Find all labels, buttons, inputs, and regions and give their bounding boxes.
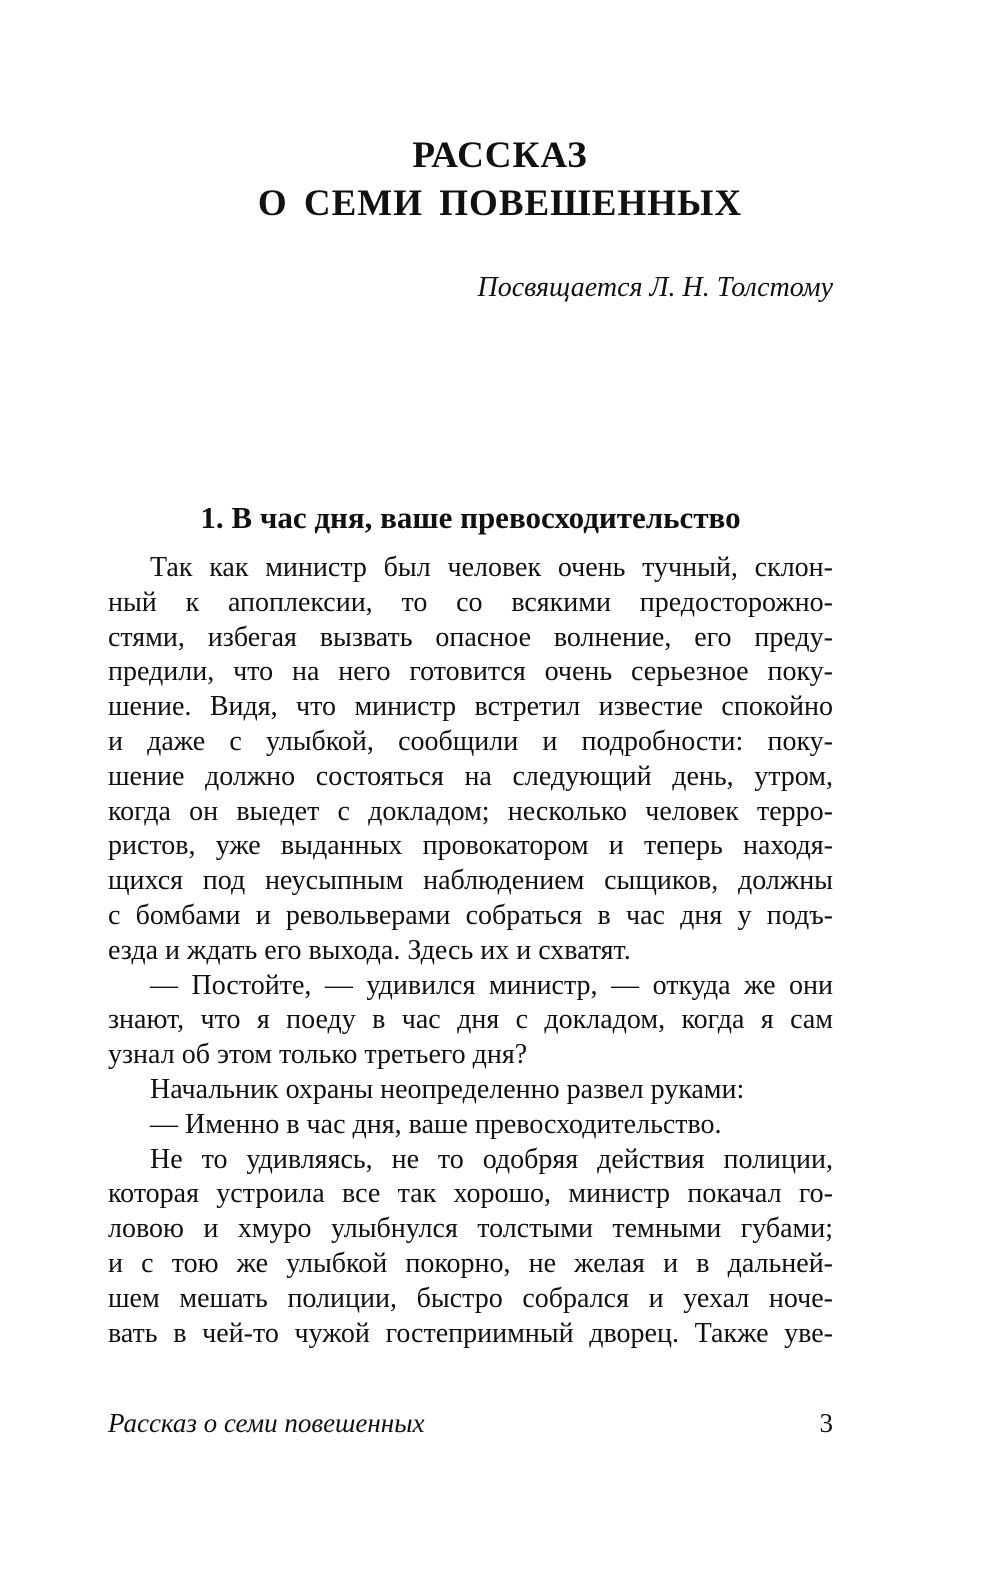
chapter-title: 1. В час дня, ваше превосходительство <box>200 500 741 535</box>
text-line: знают, что я поеду в час дня с докладом, когда я сам <box>108 1004 833 1036</box>
text-line: — Постойте, — удивился министр, — откуда же они <box>150 969 833 1001</box>
page-number: 3 <box>819 1408 833 1438</box>
story-title-line-2: О СЕМИ ПОВЕШЕННЫХ <box>257 183 743 224</box>
text-line: ловою и хмуро улыбнулся толстыми темными губами; <box>108 1213 833 1245</box>
text-line: Так как министр был человек очень тучный, склон- <box>150 552 833 583</box>
text-line: Не то удивляясь, не то одобряя действия полиции, <box>150 1143 833 1175</box>
text-line: предили, что на него готовится очень серьезное поку- <box>108 656 833 688</box>
text-line: и даже с улыбкой, сообщили и подробности: поку- <box>108 725 833 757</box>
text-line: шем мешать полиции, быстро собрался и уехал ноче- <box>108 1282 833 1314</box>
text-line: шение должно состояться на следующий день, утром, <box>108 760 833 792</box>
text-line: — Именно в час дня, ваше превосходительство. <box>150 1108 722 1140</box>
text-line: ный к апоплексии, то со всякими предосторожно- <box>108 586 833 618</box>
text-line: стями, избегая вызвать опасное волнение, его преду- <box>108 621 833 653</box>
dedication: Посвящается Л. Н. Толстому <box>477 272 833 303</box>
text-line: щихся под неусыпным наблюдением сыщиков, должны <box>108 865 833 897</box>
text-line: узнал об этом только третьего дня? <box>108 1039 528 1071</box>
text-line: вать в чей-то чужой гостеприимный дворец. Также уве- <box>108 1317 833 1349</box>
text-line: с бомбами и револьверами собраться в час дня у подъ- <box>108 899 833 931</box>
page-footer <box>108 1405 833 1441</box>
story-title-line-1: РАССКАЗ <box>412 135 588 176</box>
text-line: шение. Видя, что министр встретил известие спокойно <box>108 691 833 723</box>
text-line: езда и ждать его выхода. Здесь их и схватят. <box>108 934 631 966</box>
text-line: и с тою же улыбкой покорно, не желая и в дальней- <box>108 1247 833 1279</box>
text-line: Начальник охраны неопределенно развел руками: <box>150 1073 745 1105</box>
body-text <box>108 551 833 1351</box>
text-line: ристов, уже выданных провокатором и теперь находя- <box>108 830 833 862</box>
text-line: которая устроила все так хорошо, министр покачал го- <box>108 1178 833 1210</box>
running-title: Рассказ о семи повешенных <box>108 1408 425 1438</box>
text-line: когда он выедет с докладом; несколько человек терро- <box>108 795 833 827</box>
